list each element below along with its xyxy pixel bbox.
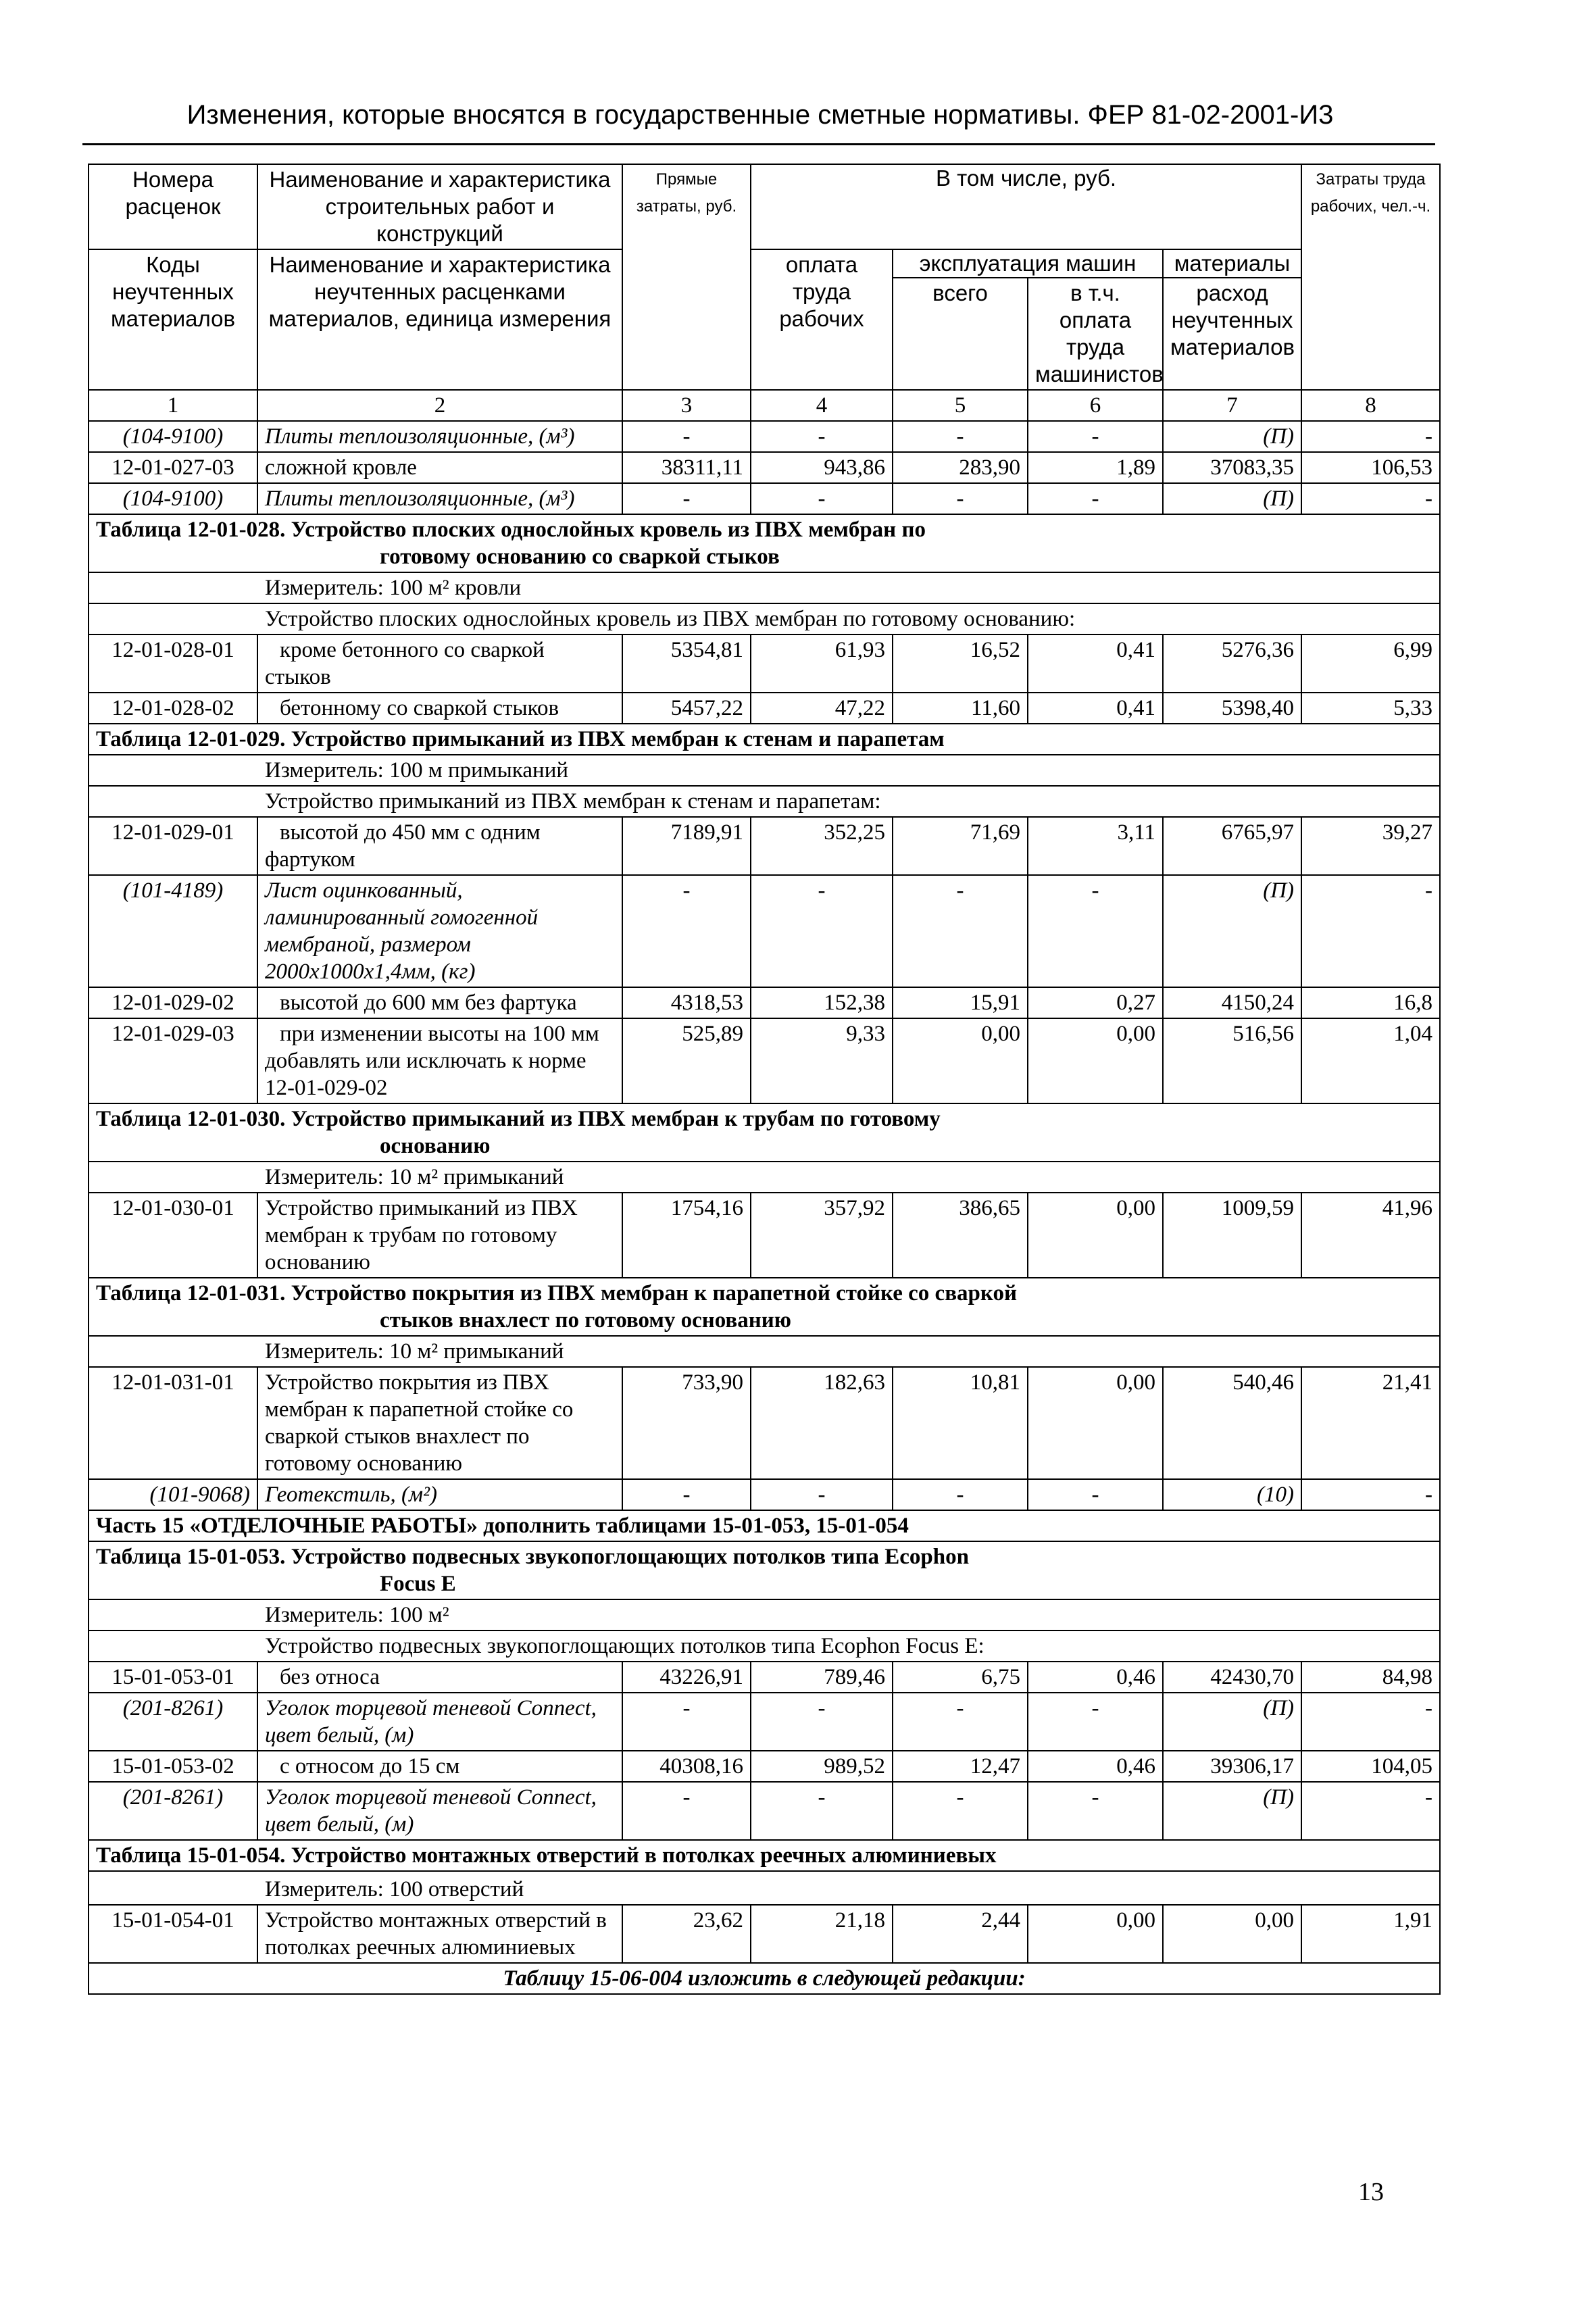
head-col6: в т.ч. оплата труда машинистов: [1028, 278, 1163, 390]
cell-machinists-pay: -: [1028, 421, 1163, 452]
material-code: (201-8261): [89, 1782, 257, 1840]
cell-labor-pay: -: [751, 483, 893, 514]
cell-materials: 39306,17: [1163, 1751, 1301, 1782]
cell-direct-costs: -: [622, 875, 751, 987]
cell-machinists-pay: -: [1028, 1479, 1163, 1510]
redaction-row: [89, 1963, 1440, 1994]
cell-machinists-pay: 1,89: [1028, 452, 1163, 483]
cell-direct-costs: 40308,16: [622, 1751, 751, 1782]
cell-labor-pay: 47,22: [751, 693, 893, 724]
rate-name: сложной кровле: [257, 452, 622, 483]
table-row: [89, 1905, 1440, 1963]
material-code: (201-8261): [89, 1693, 257, 1751]
rate-name: Устройство покрытия из ПВХ мембран к парапетной стойке со сваркой стыков внахлест по готовому основанию: [257, 1367, 622, 1479]
cell-machinists-pay: -: [1028, 1693, 1163, 1751]
rate-name: Устройство примыканий из ПВХ мембран к трубам по готовому основанию: [257, 1193, 622, 1278]
meter-row: [89, 572, 1440, 603]
cell-machines-total: -: [893, 1782, 1028, 1840]
cell-materials: 5398,40: [1163, 693, 1301, 724]
table-title-row: [89, 1103, 1440, 1162]
table-title-row: [89, 1278, 1440, 1336]
head-machines: эксплуатация машин: [893, 249, 1163, 278]
head-materials: материалы: [1163, 249, 1301, 278]
group-text: Устройство плоских однослойных кровель из ПВХ мембран по готовому основанию:: [265, 607, 1076, 631]
cell-direct-costs: 5457,22: [622, 693, 751, 724]
cell-labor-pay: -: [751, 1693, 893, 1751]
table-title-line-2: готовому основанию со сваркой стыков: [380, 545, 780, 569]
group-text: Устройство подвесных звукопоглощающих потолков типа Ecophon Focus E:: [265, 1634, 984, 1658]
cell-labor-hours: 104,05: [1301, 1751, 1440, 1782]
table-row: [89, 1782, 1440, 1840]
cell-labor-pay: -: [751, 875, 893, 987]
cell-machines-total: 10,81: [893, 1367, 1028, 1479]
rate-name: при изменении высоты на 100 мм добавлять или исключать к норме 12-01-029-02: [257, 1018, 622, 1103]
table-title-row: [89, 514, 1440, 572]
rate-code: 15-01-053-01: [89, 1662, 257, 1693]
cell-labor-hours: -: [1301, 483, 1440, 514]
cell-labor-pay: 182,63: [751, 1367, 893, 1479]
cell-materials: 6765,97: [1163, 817, 1301, 875]
cell-direct-costs: -: [622, 483, 751, 514]
cell-machines-total: 283,90: [893, 452, 1028, 483]
col-number: 8: [1301, 390, 1440, 421]
rate-code: 12-01-029-02: [89, 987, 257, 1018]
material-name: Плиты теплоизоляционные, (м³): [257, 483, 622, 514]
rate-name: высотой до 600 мм без фартука: [257, 987, 622, 1018]
material-name: Лист оцинкованный, ламинированный гомогенной мембраной, размером 2000х1000х1,4мм, (кг): [257, 875, 622, 987]
cell-labor-pay: 152,38: [751, 987, 893, 1018]
cell-machines-total: -: [893, 875, 1028, 987]
cell-direct-costs: -: [622, 1479, 751, 1510]
col-number: 1: [89, 390, 257, 421]
meter-text: Измеритель: 10 м² примыканий: [265, 1339, 564, 1364]
cell-machines-total: 71,69: [893, 817, 1028, 875]
cell-labor-hours: 6,99: [1301, 634, 1440, 693]
cell-direct-costs: 7189,91: [622, 817, 751, 875]
cell-labor-hours: -: [1301, 1693, 1440, 1751]
cell-machinists-pay: -: [1028, 483, 1163, 514]
cell-machines-total: 11,60: [893, 693, 1028, 724]
cell-labor-hours: -: [1301, 875, 1440, 987]
rate-name: Устройство монтажных отверстий в потолках реечных алюминиевых: [257, 1905, 622, 1963]
table-row: [89, 987, 1440, 1018]
rate-name: бетонному со сваркой стыков: [257, 693, 622, 724]
cell-materials: (10): [1163, 1479, 1301, 1510]
cell-machinists-pay: 0,46: [1028, 1662, 1163, 1693]
rate-code: 12-01-028-01: [89, 634, 257, 693]
page-number: 13: [1358, 2178, 1384, 2206]
cell-materials: 540,46: [1163, 1367, 1301, 1479]
material-name: Геотекстиль, (м²): [257, 1479, 622, 1510]
group-row: [89, 603, 1440, 634]
table-row: [89, 693, 1440, 724]
group-row: [89, 786, 1440, 817]
table-row: [89, 817, 1440, 875]
cell-labor-hours: 1,04: [1301, 1018, 1440, 1103]
table-title-line-1: Таблица 12-01-028. Устройство плоских однослойных кровель из ПВХ мембран по: [96, 518, 926, 542]
table-row: [89, 1193, 1440, 1278]
material-code: (104-9100): [89, 483, 257, 514]
table-title-row: [89, 1541, 1440, 1599]
head-group: В том числе, руб.: [751, 164, 1301, 249]
cell-machinists-pay: 3,11: [1028, 817, 1163, 875]
cell-materials: (П): [1163, 421, 1301, 452]
cell-labor-hours: -: [1301, 1479, 1440, 1510]
group-row: [89, 1631, 1440, 1662]
table-title-line-1: Таблица 15-01-054. Устройство монтажных отверстий в потолках реечных алюминиевых: [96, 1843, 997, 1868]
cell-materials: (П): [1163, 1782, 1301, 1840]
table-row: [89, 483, 1440, 514]
cell-direct-costs: -: [622, 421, 751, 452]
rate-code: 12-01-028-02: [89, 693, 257, 724]
part-title: Часть 15 «ОТДЕЛОЧНЫЕ РАБОТЫ» дополнить таблицами 15-01-053, 15-01-054: [89, 1510, 1440, 1541]
cell-machinists-pay: 0,46: [1028, 1751, 1163, 1782]
cell-direct-costs: -: [622, 1782, 751, 1840]
cell-labor-hours: -: [1301, 421, 1440, 452]
head-col4: оплата труда рабочих: [751, 249, 893, 390]
rate-code: 12-01-029-01: [89, 817, 257, 875]
cell-labor-hours: 5,33: [1301, 693, 1440, 724]
cell-labor-pay: 21,18: [751, 1905, 893, 1963]
meter-row: [89, 1162, 1440, 1193]
cell-machinists-pay: 0,00: [1028, 1018, 1163, 1103]
table-title-line-2: стыков внахлест по готовому основанию: [380, 1308, 792, 1333]
material-name: Уголок торцевой теневой Connect, цвет белый, (м): [257, 1782, 622, 1840]
meter-row: [89, 1871, 1440, 1905]
cell-labor-hours: 1,91: [1301, 1905, 1440, 1963]
rate-code: 15-01-054-01: [89, 1905, 257, 1963]
cell-labor-hours: 39,27: [1301, 817, 1440, 875]
table-title-line-2: основанию: [380, 1134, 491, 1158]
cell-machines-total: 12,47: [893, 1751, 1028, 1782]
head-col2-b: Наименование и характеристика неучтенных расценками материалов, единица измерения: [257, 249, 622, 390]
meter-row: [89, 1336, 1440, 1367]
group-text: Устройство примыканий из ПВХ мембран к стенам и парапетам:: [265, 789, 881, 814]
meter-row: [89, 755, 1440, 786]
cell-materials: 0,00: [1163, 1905, 1301, 1963]
cell-machines-total: -: [893, 483, 1028, 514]
head-col7: расход неучтенных материалов: [1163, 278, 1301, 390]
cell-machines-total: 386,65: [893, 1193, 1028, 1278]
rate-name: высотой до 450 мм с одним фартуком: [257, 817, 622, 875]
cell-labor-hours: 106,53: [1301, 452, 1440, 483]
cell-labor-hours: 41,96: [1301, 1193, 1440, 1278]
cell-materials: (П): [1163, 483, 1301, 514]
table-row: [89, 1751, 1440, 1782]
cell-direct-costs: 525,89: [622, 1018, 751, 1103]
table-row: [89, 1367, 1440, 1479]
header-rule: [82, 143, 1435, 145]
rates-table: [88, 164, 1441, 1995]
table-title-line-1: Таблица 12-01-029. Устройство примыканий из ПВХ мембран к стенам и парапетам: [96, 727, 945, 751]
cell-machinists-pay: 0,00: [1028, 1193, 1163, 1278]
meter-row: [89, 1599, 1440, 1631]
cell-direct-costs: 23,62: [622, 1905, 751, 1963]
col-number: 4: [751, 390, 893, 421]
cell-direct-costs: 43226,91: [622, 1662, 751, 1693]
cell-materials: (П): [1163, 875, 1301, 987]
cell-materials: 42430,70: [1163, 1662, 1301, 1693]
col-number: 6: [1028, 390, 1163, 421]
rate-code: 12-01-030-01: [89, 1193, 257, 1278]
page-header: Изменения, которые вносятся в государственные сметные нормативы. ФЕР 81-02-2001-И3: [186, 100, 1334, 130]
cell-machinists-pay: 0,41: [1028, 693, 1163, 724]
cell-machinists-pay: 0,00: [1028, 1905, 1163, 1963]
cell-direct-costs: 4318,53: [622, 987, 751, 1018]
cell-labor-hours: 84,98: [1301, 1662, 1440, 1693]
cell-machines-total: 15,91: [893, 987, 1028, 1018]
rate-code: 12-01-029-03: [89, 1018, 257, 1103]
table-row: [89, 1479, 1440, 1510]
cell-direct-costs: 1754,16: [622, 1193, 751, 1278]
column-numbers-row: [89, 390, 1440, 421]
cell-machines-total: -: [893, 1479, 1028, 1510]
cell-machines-total: 2,44: [893, 1905, 1028, 1963]
rate-code: 15-01-053-02: [89, 1751, 257, 1782]
head-col5: всего: [893, 278, 1028, 390]
meter-text: Измеритель: 100 м²: [265, 1603, 449, 1627]
col-number: 3: [622, 390, 751, 421]
meter-text: Измеритель: 10 м² примыканий: [265, 1165, 564, 1189]
rate-name: без относа: [257, 1662, 622, 1693]
cell-machinists-pay: 0,00: [1028, 1367, 1163, 1479]
cell-direct-costs: 5354,81: [622, 634, 751, 693]
cell-materials: 4150,24: [1163, 987, 1301, 1018]
rate-code: 12-01-027-03: [89, 452, 257, 483]
cell-materials: (П): [1163, 1693, 1301, 1751]
cell-direct-costs: 733,90: [622, 1367, 751, 1479]
table-title-row: [89, 724, 1440, 755]
table-title-row: [89, 1840, 1440, 1871]
table-row: [89, 1693, 1440, 1751]
redaction-note: Таблицу 15-06-004 изложить в следующей редакции:: [89, 1963, 1440, 1994]
rate-name: с относом до 15 см: [257, 1751, 622, 1782]
part-title-row: [89, 1510, 1440, 1541]
table-title-line-1: Таблица 12-01-031. Устройство покрытия из ПВХ мембран к парапетной стойке со сваркой: [96, 1281, 1017, 1305]
cell-labor-hours: -: [1301, 1782, 1440, 1840]
table-row: [89, 1018, 1440, 1103]
cell-machinists-pay: -: [1028, 875, 1163, 987]
table-row: [89, 634, 1440, 693]
material-name: Уголок торцевой теневой Connect, цвет белый, (м): [257, 1693, 622, 1751]
table-row: [89, 452, 1440, 483]
head-col1-a: Номера расценок: [89, 164, 257, 249]
cell-labor-pay: 61,93: [751, 634, 893, 693]
col-number: 2: [257, 390, 622, 421]
cell-materials: 5276,36: [1163, 634, 1301, 693]
cell-materials: 1009,59: [1163, 1193, 1301, 1278]
material-name: Плиты теплоизоляционные, (м³): [257, 421, 622, 452]
cell-labor-pay: 9,33: [751, 1018, 893, 1103]
cell-labor-pay: 352,25: [751, 817, 893, 875]
cell-machines-total: 0,00: [893, 1018, 1028, 1103]
rate-name: кроме бетонного со сваркой стыков: [257, 634, 622, 693]
cell-labor-pay: 989,52: [751, 1751, 893, 1782]
head-col2-a: Наименование и характеристика строительных работ и конструкций: [257, 164, 622, 249]
table-title-line-1: Таблица 12-01-030. Устройство примыканий из ПВХ мембран к трубам по готовому: [96, 1107, 941, 1131]
head-col1-b: Коды неучтенных материалов: [89, 249, 257, 390]
cell-machinists-pay: 0,41: [1028, 634, 1163, 693]
cell-machinists-pay: 0,27: [1028, 987, 1163, 1018]
material-code: (101-4189): [89, 875, 257, 987]
cell-machines-total: 6,75: [893, 1662, 1028, 1693]
rate-code: 12-01-031-01: [89, 1367, 257, 1479]
cell-labor-hours: 16,8: [1301, 987, 1440, 1018]
cell-materials: 516,56: [1163, 1018, 1301, 1103]
cell-machinists-pay: -: [1028, 1782, 1163, 1840]
head-col3: Прямые затраты, руб.: [622, 164, 751, 390]
table-head-row-2: [89, 249, 1440, 278]
cell-labor-pay: 943,86: [751, 452, 893, 483]
cell-materials: 37083,35: [1163, 452, 1301, 483]
cell-machines-total: -: [893, 421, 1028, 452]
table-row: [89, 421, 1440, 452]
head-col8: Затраты труда рабочих, чел.-ч.: [1301, 164, 1440, 390]
cell-labor-pay: -: [751, 1479, 893, 1510]
col-number: 7: [1163, 390, 1301, 421]
table-head-row-1: [89, 164, 1440, 249]
cell-machines-total: 16,52: [893, 634, 1028, 693]
table-row: [89, 1662, 1440, 1693]
cell-direct-costs: -: [622, 1693, 751, 1751]
cell-labor-pay: -: [751, 1782, 893, 1840]
cell-labor-pay: -: [751, 421, 893, 452]
cell-machines-total: -: [893, 1693, 1028, 1751]
cell-labor-pay: 357,92: [751, 1193, 893, 1278]
table-row: [89, 875, 1440, 987]
meter-text: Измеритель: 100 отверстий: [265, 1877, 524, 1901]
meter-text: Измеритель: 100 м² кровли: [265, 576, 522, 600]
material-code: (104-9100): [89, 421, 257, 452]
table-title-line-2: Focus E: [380, 1572, 456, 1596]
col-number: 5: [893, 390, 1028, 421]
meter-text: Измеритель: 100 м примыканий: [265, 758, 569, 782]
cell-labor-pay: 789,46: [751, 1662, 893, 1693]
material-code: (101-9068): [89, 1479, 257, 1510]
table-title-line-1: Таблица 15-01-053. Устройство подвесных звукопоглощающих потолков типа Ecophon: [96, 1545, 969, 1569]
cell-direct-costs: 38311,11: [622, 452, 751, 483]
cell-labor-hours: 21,41: [1301, 1367, 1440, 1479]
